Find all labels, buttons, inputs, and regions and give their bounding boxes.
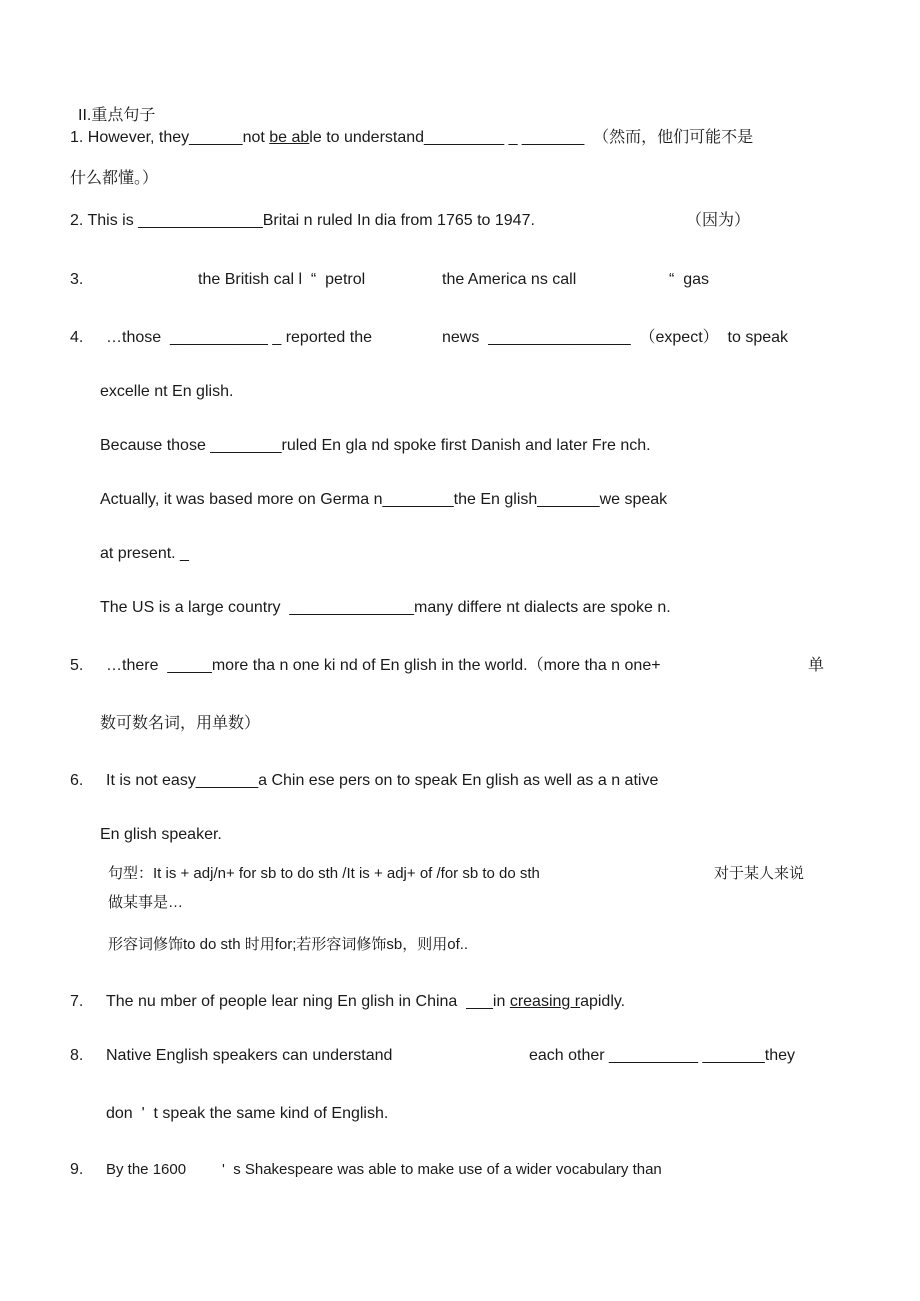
q8-number: 8. [70, 1047, 84, 1064]
q6-note: 形容词修饰to do sth 时用for;若形容词修饰sb，则用of.. [108, 936, 469, 953]
q4-part-b: news ________________ （expect） to speak [442, 329, 789, 346]
q6-pattern: 句型：It is + adj/n+ for sb to do sth /It is + adj+ of /for sb to do sth [108, 865, 540, 882]
q4-cont: excelle nt En glish. [100, 383, 234, 400]
q4-part-a: …those ___________ _ reported the [106, 329, 372, 346]
q6-line: It is not easy_______a Chin ese pers on to speak En glish as well as a n ative [106, 772, 659, 789]
q1-line [70, 128, 753, 147]
q4-sentence-2: Because those ________ruled En gla nd spoke first Danish and later Fre nch. [100, 437, 651, 454]
q5-number: 5. [70, 657, 84, 674]
q3-part-b: the America ns call [442, 271, 577, 288]
q8-part-b: each other __________ _______they [529, 1047, 796, 1064]
q2-line: 2. This is ______________Britai n ruled In dia from 1765 to 1947. [70, 212, 535, 229]
q4-sentence-3-cont: at present. _ [100, 545, 189, 562]
q7-text-c: apidly. [580, 993, 626, 1010]
q6-pattern-meaning: 对于某人来说 [714, 865, 805, 882]
q9-part-b: ' s Shakespeare was able to make use of a wider vocabulary than [222, 1161, 662, 1178]
q9-number: 9. [70, 1161, 84, 1178]
q5-hint-cont: 数可数名词，用单数） [100, 715, 261, 732]
q3-part-c: “ gas [669, 271, 710, 288]
q1-text-c: le to understand_________ _ _______ （然而，他们可能不是 [309, 129, 754, 146]
q4-sentence-3: Actually, it was based more on Germa n________the En glish_______we speak [100, 491, 668, 508]
q7-line [106, 992, 625, 1011]
q7-text-underlined: creasing r [509, 993, 581, 1010]
q8-part-a: Native English speakers can understand [106, 1047, 393, 1064]
q3-number: 3. [70, 271, 84, 288]
q7-number: 7. [70, 993, 84, 1010]
q1-text-a: 1. However, they______not [70, 129, 270, 146]
q2-hint: （因为） [686, 212, 751, 229]
q1-text-underlined: be ab [269, 129, 310, 146]
q4-number: 4. [70, 329, 84, 346]
q1-translation-cont: 什么都懂。） [70, 170, 159, 187]
q6-cont: En glish speaker. [100, 826, 222, 843]
q3-part-a: the British cal l “ petrol [198, 271, 366, 288]
q8-cont: don ' t speak the same kind of English. [106, 1105, 389, 1122]
q5-line: …there _____more tha n one ki nd of En glish in the world.（more tha n one+ [106, 657, 661, 674]
q7-text-a: The nu mber of people lear ning En glish in China ___in [106, 993, 510, 1010]
q9-part-a: By the 1600 [106, 1161, 187, 1178]
q6-pattern-meaning-cont: 做某事是… [108, 894, 184, 911]
section-heading: II.重点句子 [78, 107, 156, 124]
q6-number: 6. [70, 772, 84, 789]
q5-hint-end: 单 [808, 657, 825, 674]
q4-sentence-4: The US is a large country ______________many differe nt dialects are spoke n. [100, 599, 671, 616]
